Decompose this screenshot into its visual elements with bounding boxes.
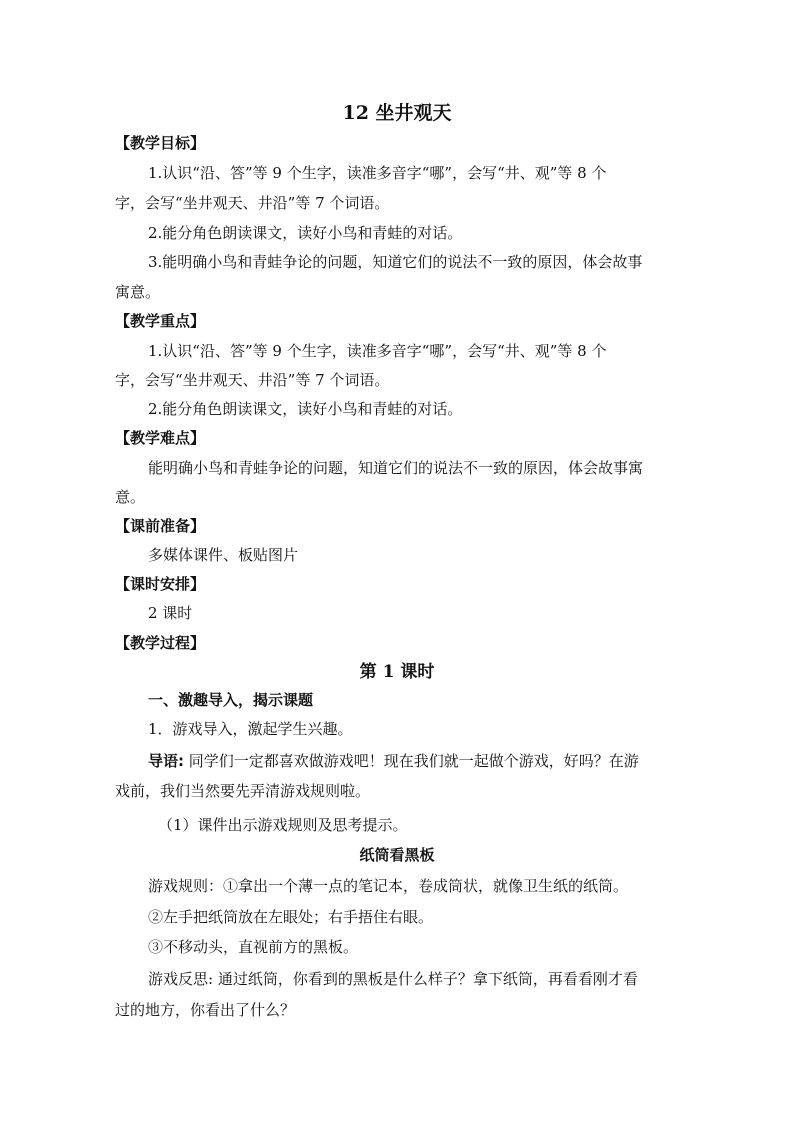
objectives-item1-line1: 1.认识“沿、答”等 9 个生字，读准多音字“哪”，会写“井、观”等 8 个 — [148, 164, 607, 182]
intro-line2: 戏前，我们当然要先弄清游戏规则啦。 — [115, 782, 371, 800]
schedule-text: 2 课时 — [148, 604, 193, 622]
reflection-line2: 过的地方，你看出了什么？ — [115, 1001, 296, 1019]
preparation-text: 多媒体课件、板贴图片 — [148, 546, 299, 564]
rule1-text: 游戏规则：①拿出一个薄一点的笔记本，卷成筒状，就像卫生纸的纸筒。 — [148, 877, 629, 895]
objectives-item1-line2: 字，会写“坐井观天、井沿”等 7 个词语。 — [115, 194, 390, 212]
game-title: 纸筒看黑板 — [359, 846, 435, 864]
rule3-text: ③不移动头，直视前方的黑板。 — [148, 938, 359, 956]
step1-text: 1．游戏导入，激起学生兴趣。 — [148, 720, 353, 738]
rule2-text: ②左手把纸筒放在左眼处；右手捂住右眼。 — [148, 908, 434, 926]
objectives-item2: 2.能分角色朗读课文，读好小鸟和青蛙的对话。 — [148, 224, 463, 242]
objectives-item3-line2: 寓意。 — [115, 283, 161, 301]
key-points-item1-line1: 1.认识“沿、答”等 9 个生字，读准多音字“哪”，会写“井、观”等 8 个 — [148, 342, 607, 360]
document-title: 12 坐井观天 — [342, 102, 452, 124]
preparation-heading: 【课前准备】 — [115, 517, 206, 535]
schedule-heading: 【课时安排】 — [115, 575, 206, 593]
intro-label: 导语: — [148, 752, 184, 770]
section1-heading: 一、激趣导入，揭示课题 — [148, 691, 314, 709]
key-points-item1-line2: 字，会写“坐井观天、井沿”等 7 个词语。 — [115, 371, 390, 389]
sub1-text: （1）课件出示游戏规则及思考提示。 — [158, 816, 408, 834]
intro-line1 — [148, 751, 639, 771]
reflection-line1: 游戏反思: 通过纸筒，你看到的黑板是什么样子？拿下纸筒，再看看刚才看 — [148, 970, 638, 988]
difficulties-line2: 意。 — [115, 488, 146, 506]
objectives-item3-line1: 3.能明确小鸟和青蛙争论的问题，知道它们的说法不一致的原因，体会故事 — [148, 253, 643, 271]
intro-text: 同学们一定都喜欢做游戏吧！现在我们就一起做个游戏，好吗？在游 — [184, 752, 639, 770]
objectives-heading: 【教学目标】 — [115, 134, 206, 152]
process-heading: 【教学过程】 — [115, 634, 206, 652]
key-points-item2: 2.能分角色朗读课文，读好小鸟和青蛙的对话。 — [148, 400, 463, 418]
key-points-heading: 【教学重点】 — [115, 312, 206, 330]
difficulties-line1: 能明确小鸟和青蛙争论的问题，知道它们的说法不一致的原因，体会故事寓 — [148, 459, 644, 477]
lesson-title: 第 1 课时 — [359, 662, 435, 682]
difficulties-heading: 【教学难点】 — [115, 429, 206, 447]
